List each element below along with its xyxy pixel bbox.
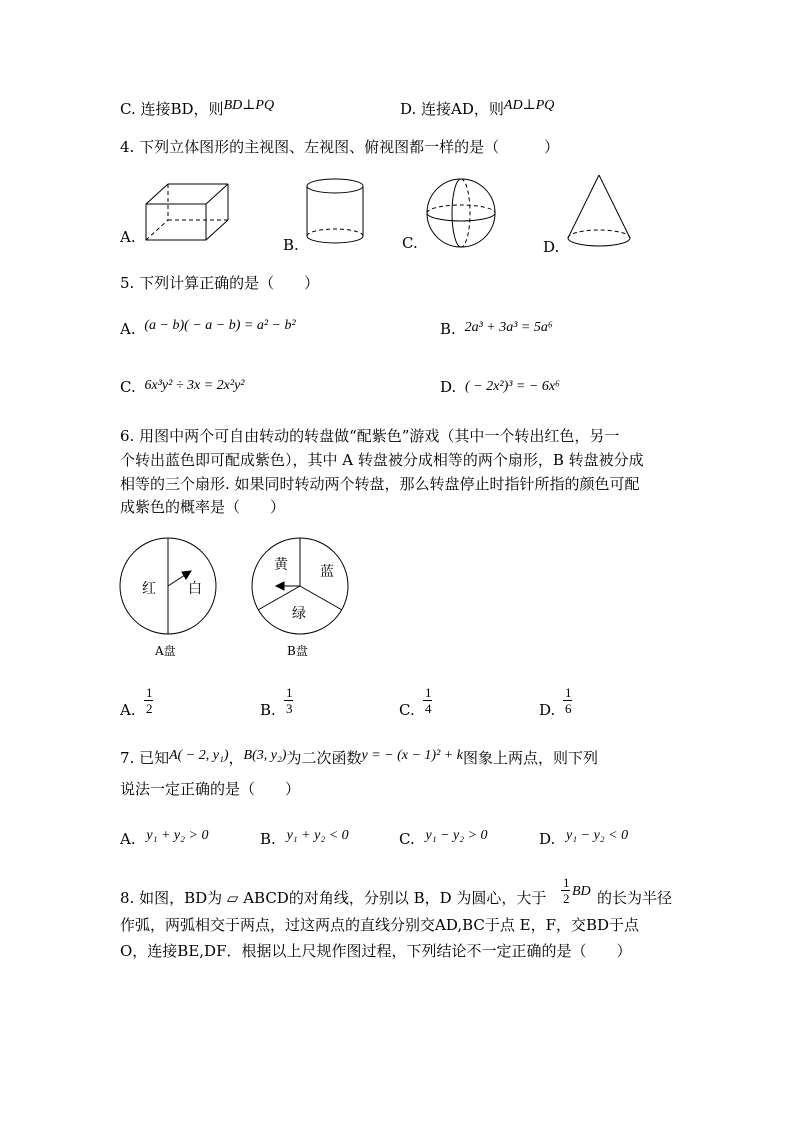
q8-text-bd: BD: [572, 884, 591, 899]
option-math: AD⊥PQ: [503, 98, 555, 113]
q7-suffix: 图象上两点，则下列: [462, 749, 598, 767]
cylinder-icon: [303, 176, 367, 248]
q7-prefix: 7. 已知: [120, 749, 170, 767]
q8-fraction-denominator: 2: [563, 891, 570, 906]
option-math: y₁ + y₂ < 0: [286, 828, 349, 843]
q3-option-c[interactable]: [120, 98, 275, 118]
option-math: y₁ − y₂ < 0: [566, 828, 629, 843]
option-label: A.: [120, 830, 136, 848]
fraction-numerator: 1: [146, 685, 153, 700]
q6-stem-line-3: 相等的三个扇形. 如果同时转动两个转盘，那么转盘停止时指针所指的颜色可配: [120, 475, 640, 493]
q7-option-b[interactable]: [260, 828, 349, 848]
q5-option-a[interactable]: [120, 318, 296, 338]
q7-point-a: A( − 2, y₁): [169, 748, 229, 763]
q8-fraction-numerator: 1: [563, 875, 570, 890]
fraction-denominator: 3: [286, 701, 293, 716]
dial-a-sector-red: 红: [142, 581, 156, 597]
option-label: A.: [120, 701, 136, 719]
option-label: C.: [399, 701, 415, 719]
option-math: 2a³ + 3a³ = 5a⁶: [464, 320, 553, 335]
fraction-denominator: 2: [146, 701, 153, 716]
cuboid-icon: [140, 180, 240, 246]
q7-mid: 为二次函数: [286, 749, 362, 767]
option-math: y₁ − y₂ > 0: [425, 828, 488, 843]
dial-a-sector-white: 白: [188, 581, 202, 597]
q8-text-a: 8. 如图，BD为 ▱ ABCD的对角线，分别以 B，D 为圆心，大于: [120, 889, 547, 907]
q8-stem-line-2: 作弧，两弧相交于两点，过这两点的直线分别交AD,BC于点 E，F，交BD于点: [120, 916, 640, 934]
q8-stem-line-3: O，连接BE,DF．根据以上尺规作图过程，下列结论不一定正确的是（ ）: [120, 942, 632, 960]
q7-option-c[interactable]: [399, 828, 488, 848]
q7-stem-line-1: [120, 748, 598, 767]
fraction-numerator: 1: [565, 685, 572, 700]
option-label: B.: [260, 701, 276, 719]
option-label: D.: [539, 830, 556, 848]
q4-option-b-label[interactable]: B.: [283, 236, 299, 254]
q4-stem: 4. 下列立体图形的主视图、左视图、俯视图都一样的是（ ）: [120, 138, 560, 156]
dial-b-sector-yellow: 黄: [274, 557, 288, 573]
option-label: D.: [400, 100, 417, 118]
q6-stem-line-2: 个转出蓝色即可配成紫色），其中 A 转盘被分成相等的两个扇形，B 转盘被分成: [120, 451, 644, 469]
q6-stem-line-4: 成紫色的概率是（ ）: [120, 498, 286, 516]
option-math: ( − 2x²)³ = − 6x⁶: [465, 379, 560, 394]
option-label: C.: [120, 100, 136, 118]
q6-stem-line-1: 6. 用图中两个可自由转动的转盘做“配紫色”游戏（其中一个转出红色，另一: [120, 427, 620, 445]
fraction-denominator: 4: [425, 701, 432, 716]
dial-b-sector-blue: 蓝: [320, 564, 334, 580]
dial-b-figure: [250, 536, 360, 660]
option-label: D.: [440, 378, 457, 396]
q4-option-d-label[interactable]: D.: [543, 238, 560, 256]
option-math: 6x³y² ÷ 3x = 2x²y²: [144, 378, 245, 393]
q7-point-b: B(3, y₂): [243, 748, 287, 763]
fraction-numerator: 1: [286, 685, 293, 700]
q5-stem: 5. 下列计算正确的是（ ）: [120, 274, 320, 292]
q7-option-a[interactable]: [120, 828, 209, 848]
q3-option-d[interactable]: [400, 98, 555, 118]
fraction-numerator: 1: [425, 685, 432, 700]
dial-b-sector-green: 绿: [292, 606, 306, 622]
option-label: A.: [120, 320, 136, 338]
q4-option-a-label[interactable]: A.: [120, 228, 136, 246]
option-math: y₁ + y₂ > 0: [146, 828, 209, 843]
cone-icon: [564, 172, 636, 252]
q4-option-c-label[interactable]: C.: [402, 234, 418, 252]
option-label: B.: [260, 830, 276, 848]
q5-option-d[interactable]: [440, 380, 560, 396]
sphere-icon: [424, 176, 500, 252]
q5-option-c[interactable]: [120, 380, 245, 396]
option-math: BD⊥PQ: [223, 98, 275, 113]
option-label: D.: [539, 701, 556, 719]
q8-text-c: 的长为半径: [597, 889, 673, 907]
dial-b-caption: B盘: [287, 644, 308, 658]
option-label: B.: [440, 320, 456, 338]
q7-option-d[interactable]: [539, 828, 629, 848]
dial-a-caption: A盘: [155, 644, 176, 658]
fraction-denominator: 6: [565, 701, 572, 716]
option-text: 连接AD，则: [421, 100, 504, 118]
option-label: C.: [120, 378, 136, 396]
dial-a-figure: [118, 536, 228, 660]
option-math: (a − b)( − a − b) = a² − b²: [144, 318, 296, 333]
option-text: 连接BD，则: [140, 100, 224, 118]
q8-stem-line-1: [120, 891, 546, 906]
q7-stem-line-2: 说法一定正确的是（ ）: [120, 780, 301, 798]
q7-separator: ，: [228, 749, 244, 767]
q5-option-b[interactable]: [440, 322, 553, 338]
q7-function: y = − (x − 1)² + k: [361, 748, 463, 763]
option-label: C.: [399, 830, 415, 848]
